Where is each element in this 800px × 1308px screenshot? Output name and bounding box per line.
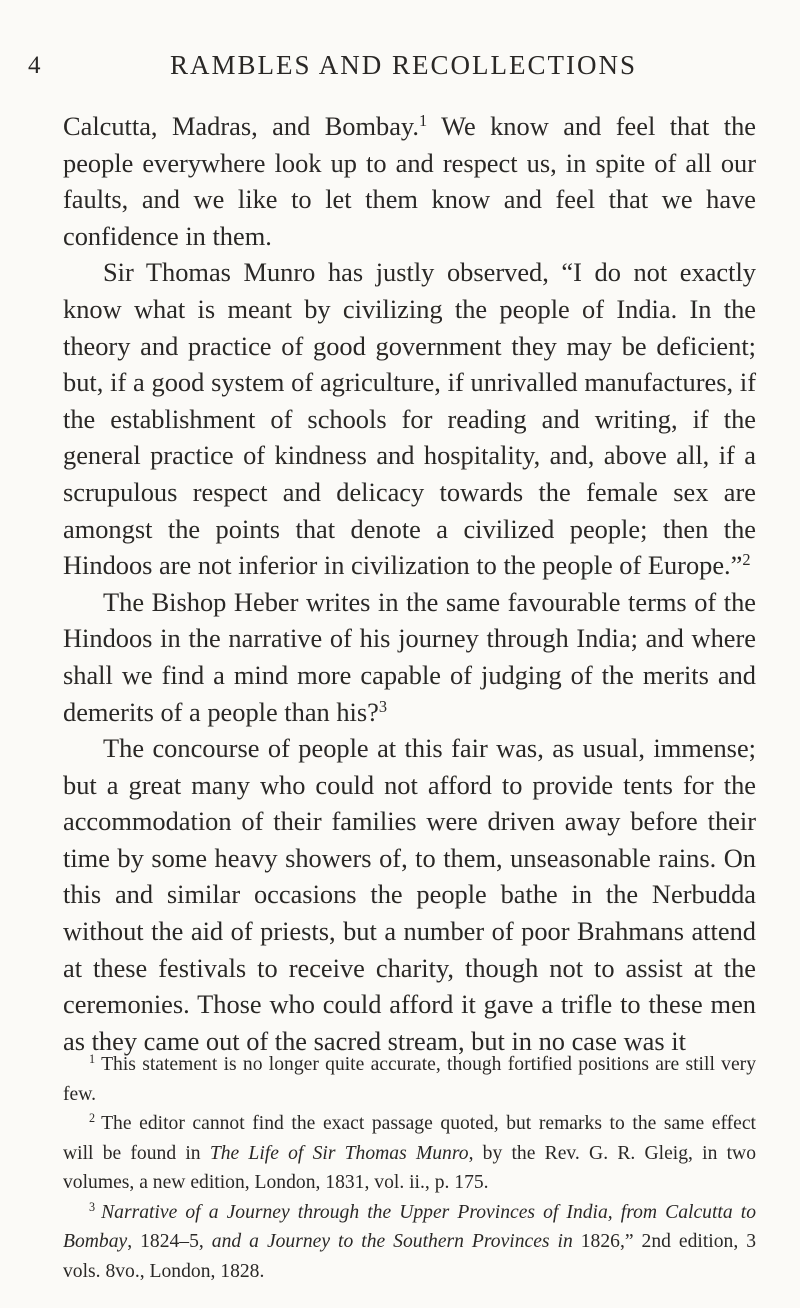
paragraph-3-text: The Bishop Heber writes in the same favourable terms of the Hindoos in the narrative of his journey through India; and where shall we find a mind more capable of judging of the merits and demerits of a people than his? (63, 586, 756, 727)
footnote-1 (63, 1050, 756, 1109)
footnote-ref-3: 3 (378, 696, 388, 716)
footnotes (63, 1050, 756, 1286)
footnote-2-book-title: The Life of Sir Thomas Munro (209, 1142, 469, 1164)
footnote-1-text: This statement is no longer quite accurate, though fortified positions are still very few. (63, 1054, 756, 1105)
paragraph-2 (63, 254, 756, 583)
footnote-3-book-title: Narrative of a Journey through the Upper Provinces of India, from Calcutta to Bombay (63, 1201, 756, 1252)
footnote-ref-1: 1 (419, 111, 428, 130)
page-number: 4 (28, 52, 41, 79)
footnote-2-text-end: , by the Rev. G. R. Gleig, in two volumes, a new edition, London, 1831, vol. ii., p. 175. (63, 1142, 756, 1193)
paragraph-1-start: Calcutta, Madras, and Bombay. (63, 111, 420, 141)
footnote-1-mark: 1 (89, 1052, 96, 1067)
paragraph-1-rest: We know and feel that the people everywhere look up to and respect us, in spite of all our faults, and we like to let them know and feel that we have confidence in them. (63, 111, 756, 251)
footnote-3-book-title-2: and a Journey to the Southern Provinces in (211, 1231, 573, 1252)
running-title: RAMBLES AND RECOLLECTIONS (170, 50, 638, 80)
footnote-3 (63, 1198, 756, 1287)
footnote-ref-2: 2 (742, 550, 751, 570)
footnote-3-mark: 3 (89, 1199, 96, 1214)
paragraph-2-text: Sir Thomas Munro has justly observed, “I do not exactly know what is meant by civilizing the people of India. In the theory and practice of good government they may be deficient; but, if a good system of agriculture, if unrivalled manufactures, if the establishment of schools for reading and writing, if the general practice of kindness and hospitality, and, above all, if a scrupulous respect and delicacy towards the female sex are amongst the points that denote a civilized people; then the Hindoos are not inferior in civilization to the people of Europe.” (63, 257, 756, 581)
paragraph-4: The concourse of people at this fair was, as usual, immense; but a great many who could not afford to provide tents for the accommodation of their families were driven away before their time by some heavy showers of, to them, unseasonable rains. On this and similar occasions the people bathe in the Nerbudda without the aid of priests, but a number of poor Brahmans attend at these festivals to receive charity, though not to assist at the ceremonies. Those who could afford it gave a trifle to these men as they came out of the sacred stream, but in no case was it (63, 733, 756, 1056)
footnote-3-dates: , 1824–5, (127, 1231, 212, 1252)
body-text (63, 108, 756, 1059)
paragraph-1 (63, 108, 756, 254)
footnote-2-mark: 2 (89, 1111, 96, 1126)
footnote-2-text-start: The editor cannot find the exact passage quoted, but remarks to the same effect will be found in (63, 1113, 756, 1164)
footnote-2 (63, 1109, 756, 1198)
paragraph-3 (63, 584, 756, 730)
footnote-3-text-end: 1826,” 2nd edition, 3 vols. 8vo., London, 1828. (63, 1231, 756, 1282)
